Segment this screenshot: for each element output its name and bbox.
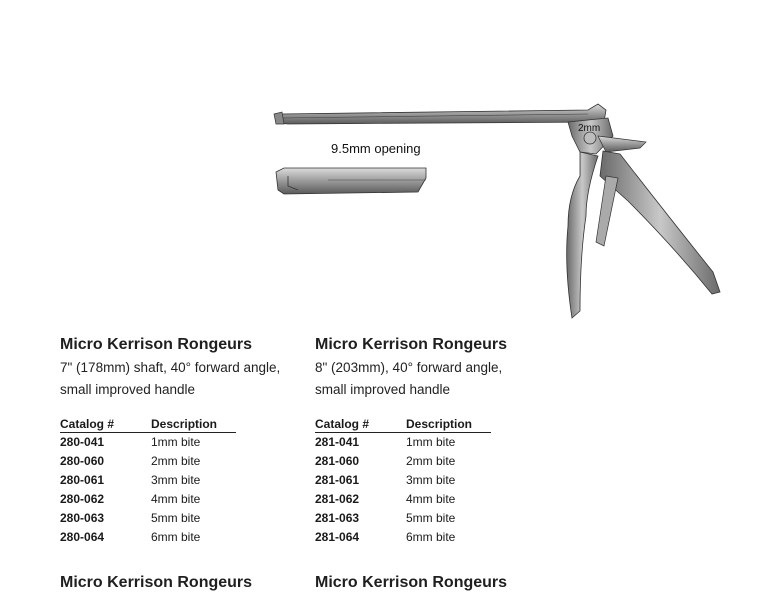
table-row: [60, 471, 236, 490]
table-row: [60, 490, 236, 509]
catalog-number: 281-041: [315, 435, 360, 449]
item-description: 1mm bite: [406, 435, 456, 449]
rongeur-drawing: [268, 96, 728, 326]
bite-size-label: 2mm: [578, 123, 601, 134]
catalog-number: 280-061: [60, 473, 105, 487]
table-row: [315, 490, 491, 509]
catalog-number: 280-060: [60, 454, 105, 468]
item-description: 5mm bite: [151, 511, 201, 525]
product-description: [60, 357, 300, 401]
product-block-7in: [60, 335, 300, 547]
product-description: [315, 357, 555, 401]
catalog-number: 281-060: [315, 454, 360, 468]
product-block-8in: [315, 335, 555, 547]
catalog-number: 281-063: [315, 511, 360, 525]
table-row: [60, 452, 236, 471]
table-row: [60, 509, 236, 528]
product-title: Micro Kerrison Rongeurs: [60, 336, 253, 353]
header-catalog: Catalog #: [315, 417, 406, 433]
item-description: 1mm bite: [151, 435, 201, 449]
catalog-number: 280-064: [60, 530, 105, 544]
catalog-number: 280-041: [60, 435, 105, 449]
item-description: 2mm bite: [151, 454, 201, 468]
next-product-title-right: Micro Kerrison Rongeurs: [315, 574, 508, 591]
item-description: 6mm bite: [406, 530, 456, 544]
catalog-number: 281-064: [315, 530, 360, 544]
item-description: 3mm bite: [406, 473, 456, 487]
opening-label: 9.5mm opening: [331, 141, 421, 156]
catalog-table: [315, 417, 491, 547]
table-row: [60, 528, 236, 547]
item-description: 3mm bite: [151, 473, 201, 487]
product-title: Micro Kerrison Rongeurs: [315, 336, 508, 353]
catalog-number: 281-061: [315, 473, 360, 487]
rongeur-illustration: [268, 96, 728, 326]
description-line-1: 8" (203mm), 40° forward angle,: [315, 360, 503, 375]
catalog-number: 280-063: [60, 511, 105, 525]
catalog-number: 280-062: [60, 492, 105, 506]
description-line-2: small improved handle: [60, 382, 196, 397]
catalog-number: 281-062: [315, 492, 360, 506]
item-description: 5mm bite: [406, 511, 456, 525]
table-row: [315, 528, 491, 547]
table-row: [315, 452, 491, 471]
item-description: 4mm bite: [151, 492, 201, 506]
header-catalog: Catalog #: [60, 417, 151, 433]
catalog-table: [60, 417, 236, 547]
item-description: 6mm bite: [151, 530, 201, 544]
table-row: [60, 433, 236, 453]
description-line-2: small improved handle: [315, 382, 451, 397]
table-row: [315, 509, 491, 528]
header-description: Description: [151, 417, 236, 433]
table-row: [315, 471, 491, 490]
item-description: 4mm bite: [406, 492, 456, 506]
header-description: Description: [406, 417, 491, 433]
next-product-title-left: Micro Kerrison Rongeurs: [60, 574, 253, 591]
table-row: [315, 433, 491, 453]
description-line-1: 7" (178mm) shaft, 40° forward angle,: [60, 360, 281, 375]
item-description: 2mm bite: [406, 454, 456, 468]
